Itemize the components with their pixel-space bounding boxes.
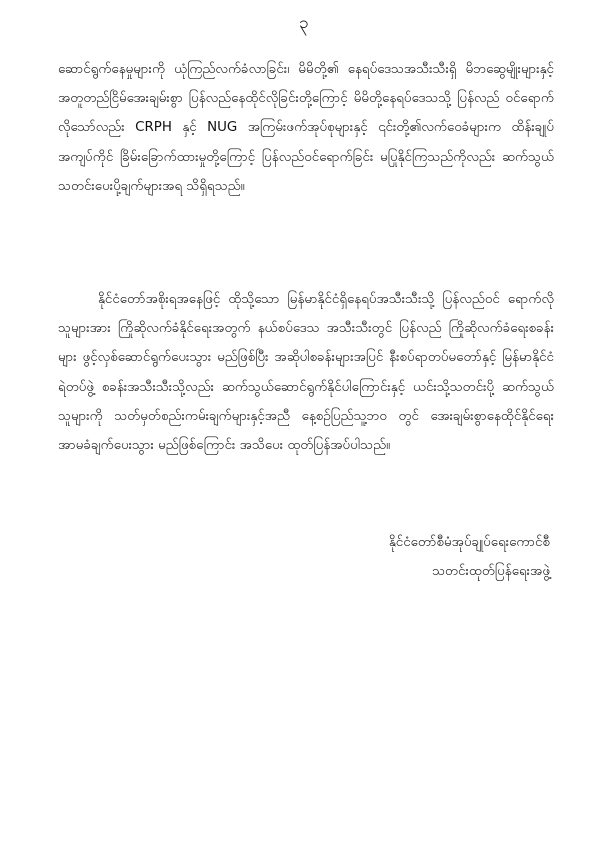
- signature-organization: နိုင်ငံတော်စီမံအုပ်ချုပ်ရေးကောင်စီ: [388, 535, 550, 550]
- signature-committee: သတင်းထုတ်ပြန်ရေးအဖွဲ့: [432, 564, 550, 580]
- page-number: ၃: [299, 13, 309, 33]
- paragraph-2: နိုင်ငံတော်အစိုးရအနေဖြင့် ထိုသို့သော မြန်မာနိုင်ငံရှိနေရပ်အသီးသီးသို့ ပြန်လည်ဝင် ရောက်လိုသူများအား ကြိုဆိုလက်ခံနိုင်ရေးအတွက် နယ်စပ်ဒေသ အသီးသီးတွင် ပြန်လည် ကြိုဆိုလက်ခံရေးစခန်းများ ဖွင့်လှစ်ဆောင်ရွက်ပေးသွား မည်ဖြစ်ပြီး အဆိုပါစခန်းများအပြင် နီးစပ်ရာတပ်မတော်နှင့် မြန်မာနိုင်ငံရဲတပ်ဖွဲ့ စခန်းအသီးသီးသို့လည်း ဆက်သွယ်ဆောင်ရွက်နိုင်ပါကြောင်းနှင့် ယင်းသို့သတင်းပို့ ဆက်သွယ်သူများကို သတ်မှတ်စည်းကမ်းချက်များနှင့်အညီ နေ့စဉ်ပြည်သူ့ဘဝ တွင် အေးချမ်းစွာနေထိုင်နိုင်ရေး အာမခံချက်ပေးသွား မည်ဖြစ်ကြောင်း အသိပေး ထုတ်ပြန်အပ်ပါသည်။: [58, 292, 554, 454]
- paragraph-1: ဆောင်ရွက်နေမှုများကို ယုံကြည်လက်ခံလာခြင်း၊ မိမိတို့၏ နေရပ်ဒေသအသီးသီးရှိ မိဘဆွေမျိုးများနှင့် အတူတည်ငြိမ်အေးချမ်းစွာ ပြန်လည်နေထိုင်လိုခြင်းတို့ကြောင့် မိမိတို့နေရပ်ဒေသသို့ ပြန်လည် ဝင်ရောက်လိုသော်လည်း CRPH နှင့် NUG အကြမ်းဖက်အုပ်စုများနှင့် ၎င်းတို့၏လက်ဝေခံများက ထိန်းချုပ်အကျပ်ကိုင် ခြိမ်းခြောက်ထားမှုတို့ကြောင့် ပြန်လည်ဝင်ရောက်ခြင်း မပြုနိုင်ကြသည်ကိုလည်း ဆက်သွယ်သတင်းပေးပို့ချက်များအရ သိရှိရသည်။: [58, 62, 554, 194]
- signature-block: [290, 528, 550, 586]
